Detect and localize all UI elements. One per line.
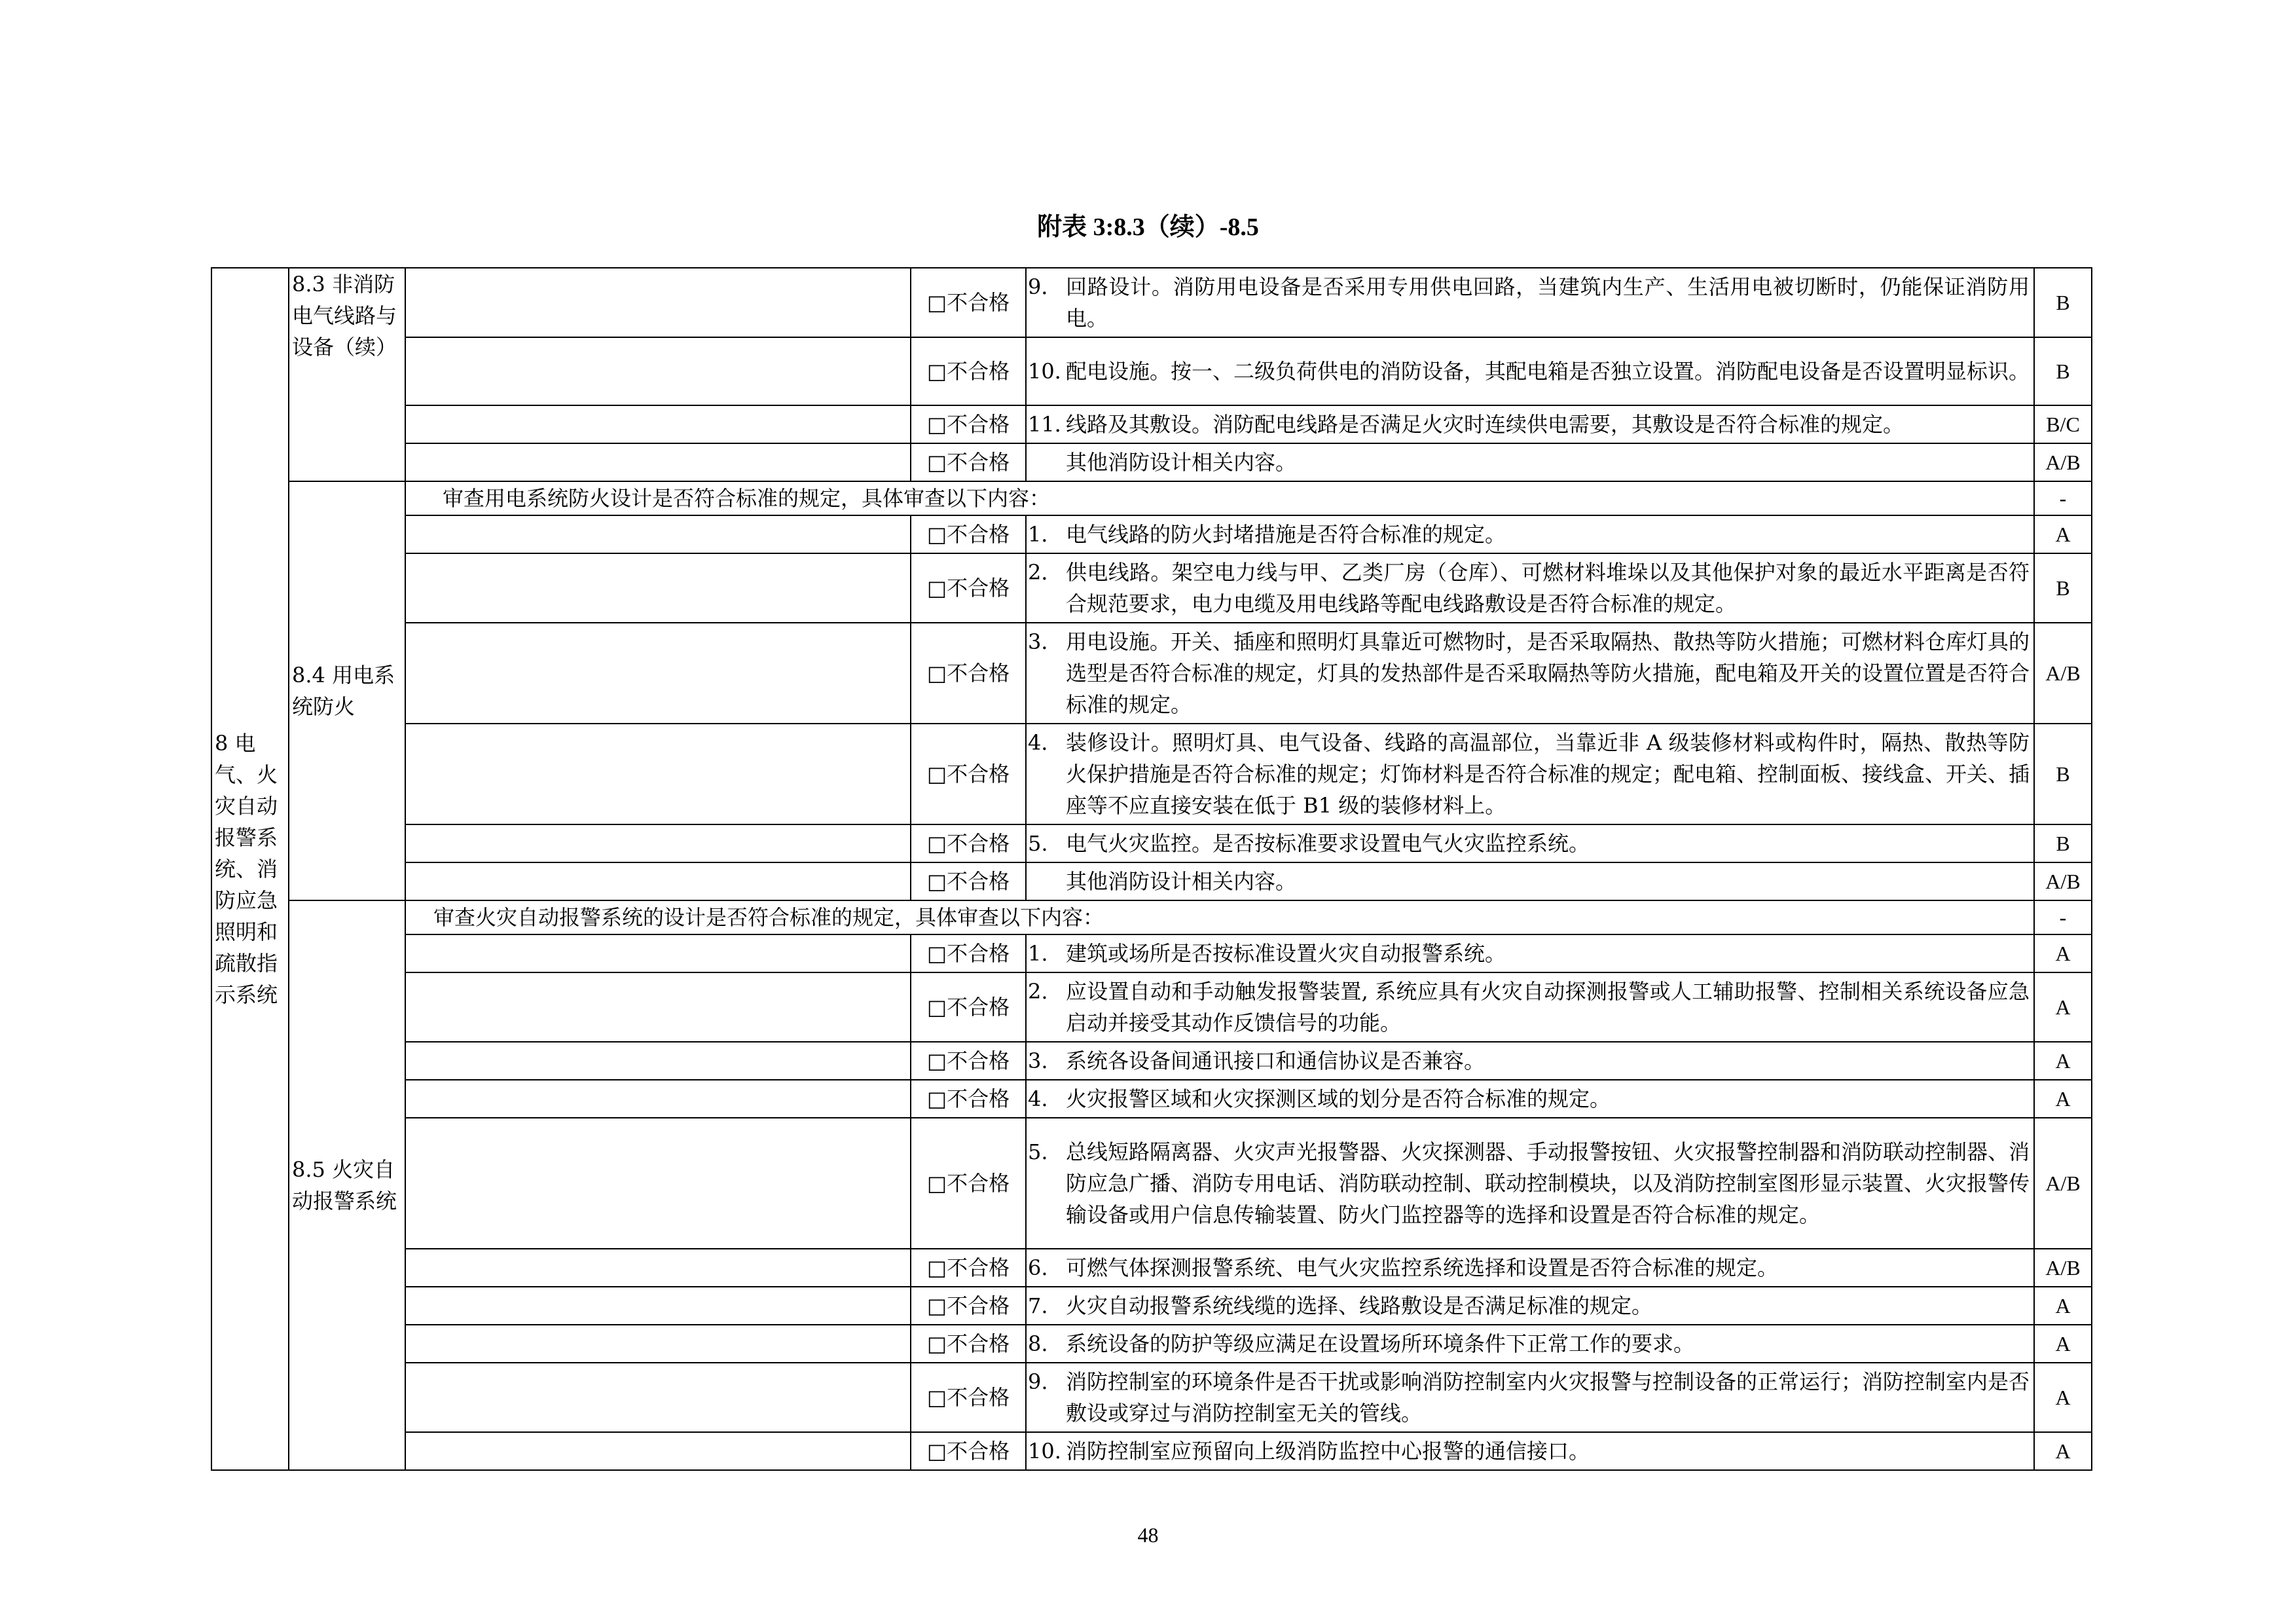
grade-cell: A	[2034, 1363, 2092, 1432]
fail-checkbox[interactable]: □不合格	[911, 405, 1026, 443]
item-text: 火灾自动报警系统线缆的选择、线路敷设是否满足标准的规定。	[1066, 1293, 1653, 1318]
item-cell	[1026, 1249, 2034, 1287]
fail-checkbox[interactable]: □不合格	[911, 1080, 1026, 1118]
item-text: 系统各设备间通讯接口和通信协议是否兼容。	[1066, 1048, 1485, 1073]
fail-checkbox[interactable]: □不合格	[911, 443, 1026, 481]
blank-cell	[405, 724, 911, 824]
fail-checkbox[interactable]: □不合格	[911, 1249, 1026, 1287]
review-item-row	[211, 337, 2092, 405]
fail-checkbox[interactable]: □不合格	[911, 1325, 1026, 1363]
item-cell	[1026, 1363, 2034, 1432]
item-number: 2.	[1028, 979, 1048, 1004]
item-number: 7.	[1028, 1293, 1048, 1318]
review-item-row	[211, 1432, 2092, 1470]
item-wrap	[1027, 828, 2030, 859]
item-cell	[1026, 623, 2034, 724]
grade-cell: A	[2034, 1080, 2092, 1118]
item-number: 1．	[1028, 522, 1063, 547]
fail-checkbox[interactable]: □不合格	[911, 1118, 1026, 1249]
item-text: 线路及其敷设。消防配电线路是否满足火灾时连续供电需要，其敷设是否符合标准的规定。	[1066, 412, 1904, 437]
grade-cell: A	[2034, 1325, 2092, 1363]
item-text: 电气线路的防火封堵措施是否符合标准的规定。	[1066, 522, 1506, 547]
grade-cell: B	[2034, 724, 2092, 824]
review-item-row	[211, 724, 2092, 824]
section-intro-row	[211, 900, 2092, 934]
page-title: 附表 3:8.3（续）-8.5	[1037, 213, 1259, 241]
blank-cell	[405, 515, 911, 553]
blank-cell	[405, 972, 911, 1042]
item-wrap	[1027, 1435, 2030, 1467]
item-cell	[1026, 824, 2034, 862]
review-item-row	[211, 1287, 2092, 1325]
item-cell	[1026, 405, 2034, 443]
item-text: 装修设计。照明灯具、电气设备、线路的高温部位，当靠近非 A 级装修材料或构件时，隔热、散热等防火保护措施是否符合标准的规定；灯饰材料是否符合标准的规定；配电箱、控制面板、接线盒、开关、插座等不应直接安装在低于 B1 级的装修材料上。	[1066, 730, 2030, 818]
section-name-cell: 8.3 非消防电气线路与设备（续）	[289, 268, 405, 481]
blank-cell	[405, 1432, 911, 1470]
fail-checkbox[interactable]: □不合格	[911, 862, 1026, 900]
item-number: 4．	[1028, 730, 1063, 755]
item-wrap	[1027, 1136, 2030, 1230]
fail-checkbox[interactable]: □不合格	[911, 724, 1026, 824]
blank-cell	[405, 1118, 911, 1249]
blank-cell	[405, 553, 911, 623]
item-text: 火灾报警区域和火灾探测区域的划分是否符合标准的规定。	[1066, 1086, 1611, 1111]
blank-cell	[405, 337, 911, 405]
item-number: 2．	[1028, 560, 1063, 585]
grade-cell: A	[2034, 515, 2092, 553]
grade-cell: B/C	[2034, 405, 2092, 443]
item-text: 其他消防设计相关内容。	[1066, 869, 1297, 894]
blank-cell	[405, 1325, 911, 1363]
grade-cell: -	[2034, 481, 2092, 515]
item-cell	[1026, 972, 2034, 1042]
blank-cell	[405, 443, 911, 481]
item-number: 10．	[1028, 359, 1076, 384]
item-cell	[1026, 443, 2034, 481]
review-item-row	[211, 1118, 2092, 1249]
item-wrap	[1027, 938, 2030, 969]
review-item-row	[211, 1249, 2092, 1287]
item-wrap	[1027, 1290, 2030, 1321]
grade-cell: B	[2034, 553, 2092, 623]
item-cell	[1026, 724, 2034, 824]
item-cell	[1026, 1042, 2034, 1080]
blank-cell	[405, 268, 911, 337]
blank-cell	[405, 1249, 911, 1287]
review-item-row	[211, 515, 2092, 553]
blank-cell	[405, 405, 911, 443]
item-wrap	[1027, 727, 2030, 821]
blank-cell	[405, 862, 911, 900]
item-text: 配电设施。按一、二级负荷供电的消防设备，其配电箱是否独立设置。消防配电设备是否设置明显标识。	[1066, 359, 2030, 384]
fail-checkbox[interactable]: □不合格	[911, 824, 1026, 862]
item-text: 电气火灾监控。是否按标准要求设置电气火灾监控系统。	[1066, 831, 1590, 856]
item-cell	[1026, 1432, 2034, 1470]
item-wrap	[1027, 447, 2030, 478]
item-text: 消防控制室应预留向上级消防监控中心报警的通信接口。	[1066, 1439, 1590, 1464]
item-text: 消防控制室的环境条件是否干扰或影响消防控制室内火灾报警与控制设备的正常运行；消防控制室内是否敷设或穿过与消防控制室无关的管线。	[1066, 1369, 2030, 1426]
item-number: 3．	[1028, 629, 1063, 654]
item-number: 8.	[1028, 1331, 1048, 1356]
review-item-row	[211, 623, 2092, 724]
blank-cell	[405, 1287, 911, 1325]
section-name-cell: 8.5 火灾自动报警系统	[289, 900, 405, 1470]
item-cell	[1026, 934, 2034, 972]
item-wrap	[1027, 1328, 2030, 1359]
item-wrap	[1027, 1366, 2030, 1429]
review-item-row	[211, 934, 2092, 972]
item-text: 总线短路隔离器、火灾声光报警器、火灾探测器、手动报警按钮、火灾报警控制器和消防联动控制器、消防应急广播、消防专用电话、消防联动控制、联动控制模块，以及消防控制室图形显示装置、火灾报警传输设备或用户信息传输装置、防火门监控器等的选择和设置是否符合标准的规定。	[1066, 1139, 2030, 1227]
fail-checkbox[interactable]: □不合格	[911, 337, 1026, 405]
item-wrap	[1027, 519, 2030, 550]
grade-cell: B	[2034, 824, 2092, 862]
fail-checkbox[interactable]: □不合格	[911, 1287, 1026, 1325]
grade-cell: A	[2034, 1432, 2092, 1470]
item-wrap	[1027, 976, 2030, 1039]
review-item-row	[211, 1042, 2092, 1080]
item-text: 供电线路。架空电力线与甲、乙类厂房（仓库）、可燃材料堆垛以及其他保护对象的最近水平距离是否符合规范要求，电力电缆及用电线路等配电线路敷设是否符合标准的规定。	[1066, 560, 2030, 616]
item-text: 建筑或场所是否按标准设置火灾自动报警系统。	[1066, 941, 1506, 966]
grade-cell: B	[2034, 337, 2092, 405]
item-cell	[1026, 862, 2034, 900]
item-wrap	[1027, 356, 2030, 387]
fail-checkbox[interactable]: □不合格	[911, 1363, 1026, 1432]
item-cell	[1026, 268, 2034, 337]
fail-checkbox[interactable]: □不合格	[911, 268, 1026, 337]
item-number: 9．	[1028, 274, 1063, 299]
grade-cell: A	[2034, 1042, 2092, 1080]
grade-cell: A/B	[2034, 623, 2092, 724]
review-table-body	[211, 268, 2092, 1470]
item-text: 可燃气体探测报警系统、电气火灾监控系统选择和设置是否符合标准的规定。	[1066, 1255, 1779, 1280]
fail-checkbox[interactable]: □不合格	[911, 1042, 1026, 1080]
page-number: 48	[1137, 1523, 1159, 1547]
grade-cell: A	[2034, 934, 2092, 972]
blank-cell	[405, 623, 911, 724]
item-wrap	[1027, 409, 2030, 440]
grade-cell: A/B	[2034, 1249, 2092, 1287]
review-item-row	[211, 1080, 2092, 1118]
item-wrap	[1027, 557, 2030, 619]
item-wrap	[1027, 271, 2030, 334]
item-cell	[1026, 337, 2034, 405]
review-item-row	[211, 972, 2092, 1042]
review-item-row	[211, 268, 2092, 337]
section-intro-row	[211, 481, 2092, 515]
section-name-cell: 8.4 用电系统防火	[289, 481, 405, 900]
grade-cell: A	[2034, 1287, 2092, 1325]
item-cell	[1026, 1325, 2034, 1363]
item-wrap	[1027, 1045, 2030, 1077]
fail-checkbox[interactable]: □不合格	[911, 553, 1026, 623]
fail-checkbox[interactable]: □不合格	[911, 515, 1026, 553]
fail-checkbox[interactable]: □不合格	[911, 934, 1026, 972]
fail-checkbox[interactable]: □不合格	[911, 1432, 1026, 1470]
review-item-row	[211, 443, 2092, 481]
grade-cell: -	[2034, 900, 2092, 934]
item-number: 1.	[1028, 941, 1048, 966]
blank-cell	[405, 1080, 911, 1118]
blank-cell	[405, 1363, 911, 1432]
item-wrap	[1027, 1083, 2030, 1115]
fail-checkbox[interactable]: □不合格	[911, 972, 1026, 1042]
item-wrap	[1027, 626, 2030, 720]
review-table	[211, 267, 2092, 1471]
review-item-row	[211, 824, 2092, 862]
item-cell	[1026, 1080, 2034, 1118]
grade-cell: A	[2034, 972, 2092, 1042]
item-number: 10.	[1028, 1439, 1061, 1464]
item-number: 9.	[1028, 1369, 1048, 1394]
blank-cell	[405, 934, 911, 972]
grade-cell: A/B	[2034, 862, 2092, 900]
item-text: 系统设备的防护等级应满足在设置场所环境条件下正常工作的要求。	[1066, 1331, 1695, 1356]
item-number: 11．	[1028, 412, 1076, 437]
item-text: 用电设施。开关、插座和照明灯具靠近可燃物时，是否采取隔热、散热等防火措施；可燃材料仓库灯具的选型是否符合标准的规定，灯具的发热部件是否采取隔热等防火措施，配电箱及开关的设置位置是否符合标准的规定。	[1066, 629, 2030, 717]
item-number: 6.	[1028, 1255, 1048, 1280]
item-wrap	[1027, 1252, 2030, 1283]
review-item-row	[211, 862, 2092, 900]
review-item-row	[211, 405, 2092, 443]
item-number: 5.	[1028, 1139, 1048, 1164]
item-cell	[1026, 515, 2034, 553]
review-item-row	[211, 1325, 2092, 1363]
item-cell	[1026, 1118, 2034, 1249]
grade-cell: B	[2034, 268, 2092, 337]
item-wrap	[1027, 866, 2030, 897]
item-number: 5.	[1028, 831, 1048, 856]
grade-cell: A/B	[2034, 1118, 2092, 1249]
blank-cell	[405, 1042, 911, 1080]
item-text: 回路设计。消防用电设备是否采用专用供电回路，当建筑内生产、生活用电被切断时，仍能保证消防用电。	[1066, 274, 2030, 331]
section-intro-text: 审查火灾自动报警系统的设计是否符合标准的规定，具体审查以下内容：	[405, 900, 2034, 934]
major-category-cell: 8 电气、火灾自动报警系统、消防应急照明和疏散指示系统	[211, 268, 289, 1470]
fail-checkbox[interactable]: □不合格	[911, 623, 1026, 724]
item-cell	[1026, 553, 2034, 623]
item-text: 其他消防设计相关内容。	[1066, 450, 1297, 475]
blank-cell	[405, 824, 911, 862]
item-cell	[1026, 1287, 2034, 1325]
item-number: 3.	[1028, 1048, 1048, 1073]
review-item-row	[211, 553, 2092, 623]
item-text: 应设置自动和手动触发报警装置, 系统应具有火灾自动探测报警或人工辅助报警、控制相关系统设备应急启动并接受其动作反馈信号的功能。	[1066, 979, 2030, 1035]
section-intro-text: 审查用电系统防火设计是否符合标准的规定，具体审查以下内容：	[405, 481, 2034, 515]
item-number: 4.	[1028, 1086, 1048, 1111]
grade-cell: A/B	[2034, 443, 2092, 481]
review-item-row	[211, 1363, 2092, 1432]
